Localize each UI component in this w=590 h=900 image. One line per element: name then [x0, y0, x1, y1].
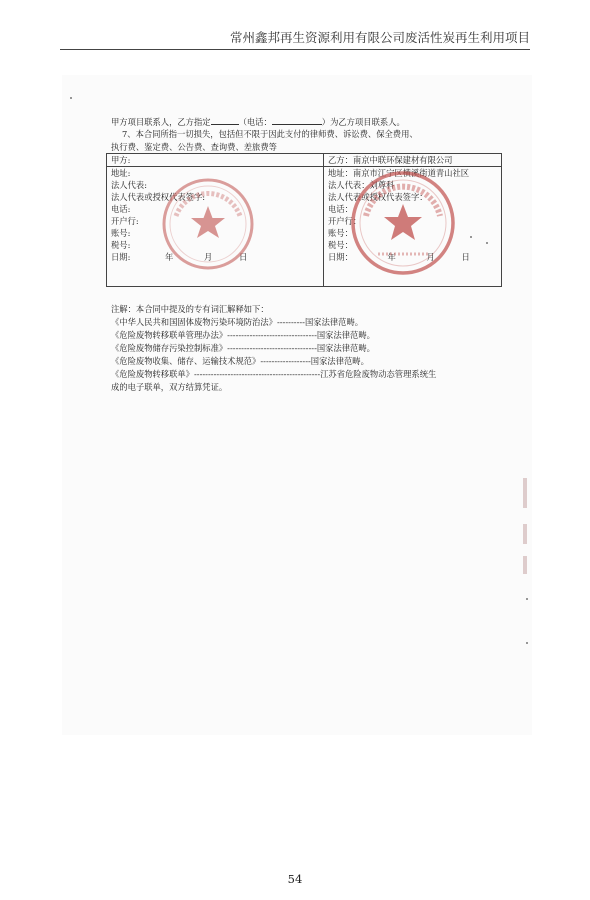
- clause-text-b: （电话：: [238, 117, 272, 127]
- notes-title: 注解：本合同中提及的专有词汇解释如下：: [111, 304, 269, 314]
- scan-speck: [486, 242, 488, 244]
- date-year: 年: [165, 252, 174, 262]
- party-a-account: 账号:: [111, 228, 131, 238]
- page-number: 54: [287, 872, 303, 886]
- legal-rep-label: 法人代表：: [328, 180, 370, 190]
- blank-phone-field: [272, 115, 322, 125]
- date-label: 日期：: [328, 252, 353, 262]
- table-column-divider: [323, 154, 324, 286]
- date-day: 日: [461, 252, 470, 262]
- party-a-legal-rep: 法人代表:: [111, 180, 147, 190]
- notes-item-3: 《危险废物储存污染控制标准》--------------------------------国家法律范畴。: [111, 343, 375, 353]
- clause-line-2: 7、本合同所指一切损失，包括但不限于因此支付的律师费、诉讼费、保全费用、: [122, 129, 418, 139]
- party-b-title: 乙方：南京中联环保建材有限公司: [328, 155, 453, 165]
- party-b-address: 地址：南京市江宁区横溪街道青山社区: [328, 168, 470, 178]
- party-b-authorized-sign: 法人代表或授权代表签字：: [328, 192, 428, 202]
- party-a-authorized-sign: 法人代表或授权代表签字:: [111, 192, 206, 202]
- party-b-bank: 开户行：: [328, 216, 362, 226]
- party-b-legal-rep: [328, 180, 394, 192]
- scan-speck: [526, 642, 528, 644]
- scan-artifact: [523, 524, 527, 544]
- clause-text-c: ）为乙方项目联系人。: [321, 117, 405, 127]
- notes-item-1: 《中华人民共和国固体废物污染环境防治法》----------国家法律范畴。: [111, 317, 364, 327]
- party-b-account: 账号：: [328, 228, 353, 238]
- party-a-phone: 电话:: [111, 204, 131, 214]
- date-month: 月: [426, 252, 435, 262]
- party-b-date: [328, 252, 470, 264]
- clause-text-a: 甲方项目联系人，乙方指定: [111, 117, 211, 127]
- notes-item-6: 成的电子联单，双方结算凭证。: [111, 382, 228, 392]
- scan-artifact: [523, 478, 527, 508]
- date-day: 日: [238, 252, 248, 262]
- party-b-tax-no: 税号：: [328, 240, 353, 250]
- legal-rep-name: 刘尊科: [369, 180, 395, 190]
- notes-item-2: 《危险废物转移联单管理办法》--------------------------------国家法律范畴。: [111, 330, 375, 340]
- notes-item-4: 《危险废物收集、储存、运输技术规范》------------------国家法律范畴。: [111, 356, 369, 366]
- clause-line-1: [111, 115, 405, 128]
- scan-speck: [70, 97, 72, 99]
- party-a-date: [111, 252, 247, 264]
- party-a-title: 甲方:: [111, 155, 131, 165]
- party-a-address: 地址:: [111, 168, 131, 178]
- party-a-bank: 开户行:: [111, 216, 139, 226]
- signature-table: [106, 153, 502, 287]
- party-b-phone: 电话：: [328, 204, 353, 214]
- blank-name-field: [211, 115, 239, 125]
- party-a-tax-no: 税号:: [111, 240, 131, 250]
- scan-artifact: [523, 556, 527, 574]
- scan-speck: [470, 236, 472, 238]
- clause-line-3: 执行费、鉴定费、公告费、查询费、差旅费等: [111, 142, 277, 152]
- notes-item-5: 《危险废物转移联单》---------------------------------------------江苏省危险废物动态管理系统生: [111, 369, 437, 379]
- scan-speck: [526, 598, 528, 600]
- date-year: 年: [387, 252, 396, 262]
- date-month: 月: [203, 252, 213, 262]
- date-label: 日期:: [111, 252, 131, 262]
- page-header-title: 常州鑫邦再生资源利用有限公司废活性炭再生利用项目: [229, 30, 530, 45]
- header-divider: [60, 49, 530, 50]
